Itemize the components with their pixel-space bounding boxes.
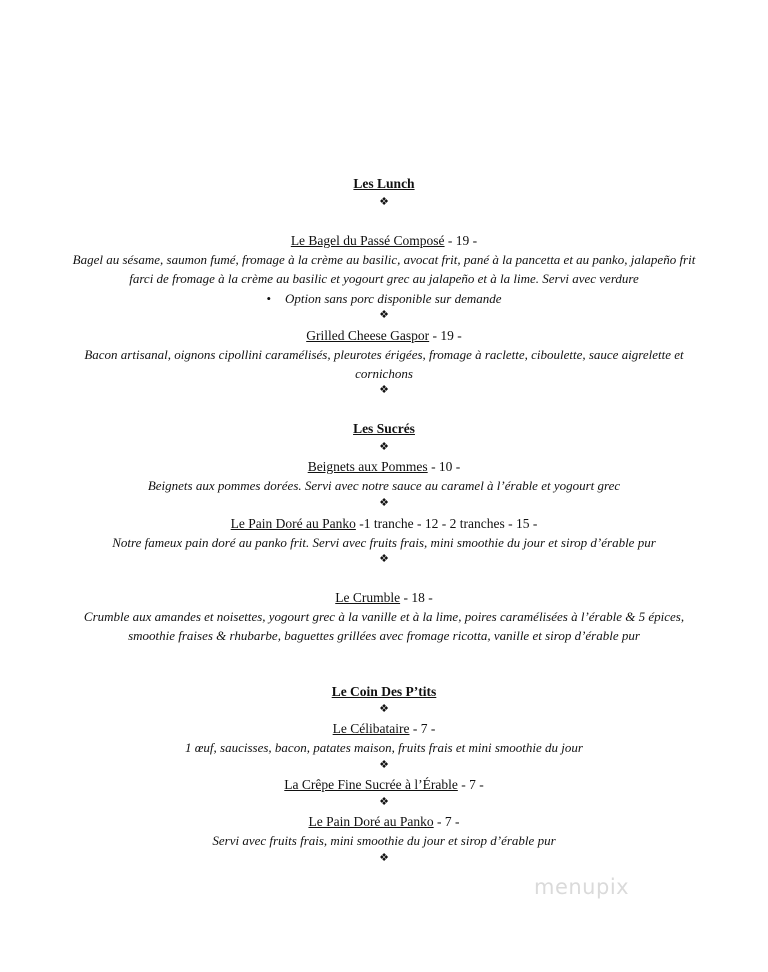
dish-price: - 7 -	[457, 777, 484, 792]
watermark: menupix	[534, 875, 630, 899]
section-title-ptits: Le Coin Des P’tits	[331, 684, 437, 699]
ornament-divider: ❖	[379, 796, 389, 808]
dish-description: Bagel au sésame, saumon fumé, fromage à la crème au basilic, avocat frit, pané à la pancetta et au panko, jalapeño frit	[72, 252, 696, 267]
dish-description: Bacon artisanal, oignons cipollini caramélisés, pleurotes érigées, fromage à raclette, ciboulette, sauce aigrelette et	[84, 347, 684, 362]
ornament-divider: ❖	[379, 852, 389, 864]
dish-name: La Crêpe Fine Sucrée à l’Érable	[284, 777, 458, 792]
dish-description: cornichons	[355, 366, 413, 381]
dish-crumble	[0, 589, 768, 606]
dish-description: farci de fromage à la crème au basilic et yogourt grec au jalapeño et à la lime. Servi avec verdure	[129, 271, 639, 286]
dish-price: -1 tranche - 12 - 2 tranches - 15 -	[355, 516, 538, 531]
section-title-sucres: Les Sucrés	[353, 421, 415, 436]
ornament-divider: ❖	[379, 309, 389, 321]
dish-name: Le Pain Doré au Panko	[230, 516, 356, 531]
dish-description: Notre fameux pain doré au panko frit. Servi avec fruits frais, mini smoothie du jour et sirop d’érable pur	[112, 535, 656, 550]
dish-name: Le Célibataire	[332, 721, 410, 736]
dish-price: - 7 -	[433, 814, 460, 829]
option-text: Option sans porc disponible sur demande	[285, 291, 502, 306]
dish-pain-dore	[0, 515, 768, 532]
dish-grilled-cheese	[0, 327, 768, 344]
dish-description: 1 œuf, saucisses, bacon, patates maison, fruits frais et mini smoothie du jour	[185, 740, 583, 755]
dish-bagel	[0, 232, 768, 249]
dish-price: - 7 -	[409, 721, 436, 736]
dish-price: - 10 -	[427, 459, 461, 474]
ornament-divider: ❖	[379, 759, 389, 771]
dish-name: Le Crumble	[335, 590, 401, 605]
dish-beignets	[0, 458, 768, 475]
ornament-divider: ❖	[379, 196, 389, 208]
dish-name: Le Bagel du Passé Composé	[290, 233, 445, 248]
dish-price: - 19 -	[429, 328, 462, 343]
section-title-lunch: Les Lunch	[353, 176, 415, 191]
ornament-divider: ❖	[379, 384, 389, 396]
dish-name: Grilled Cheese Gaspor	[306, 328, 430, 343]
dish-option	[0, 290, 768, 307]
bullet-icon: •	[266, 291, 271, 306]
dish-name: Beignets aux Pommes	[307, 459, 428, 474]
dish-crepe	[0, 776, 768, 793]
dish-description: Beignets aux pommes dorées. Servi avec notre sauce au caramel à l’érable et yogourt grec	[147, 478, 621, 493]
ornament-divider: ❖	[379, 553, 389, 565]
ornament-divider: ❖	[379, 441, 389, 453]
dish-price: - 19 -	[444, 233, 478, 248]
dish-celibataire	[0, 720, 768, 737]
dish-description: Crumble aux amandes et noisettes, yogourt grec à la vanille et à la lime, poires caramélisées à l’érable & 5 épices,	[83, 609, 685, 624]
dish-pain-dore-ptits	[0, 813, 768, 830]
dish-price: - 18 -	[400, 590, 433, 605]
dish-name: Le Pain Doré au Panko	[308, 814, 434, 829]
dish-description: smoothie fraises & rhubarbe, baguettes grillées avec fromage ricotta, vanille et sirop d’érable pur	[128, 628, 640, 643]
dish-description: Servi avec fruits frais, mini smoothie du jour et sirop d’érable pur	[212, 833, 556, 848]
ornament-divider: ❖	[379, 703, 389, 715]
ornament-divider: ❖	[379, 497, 389, 509]
